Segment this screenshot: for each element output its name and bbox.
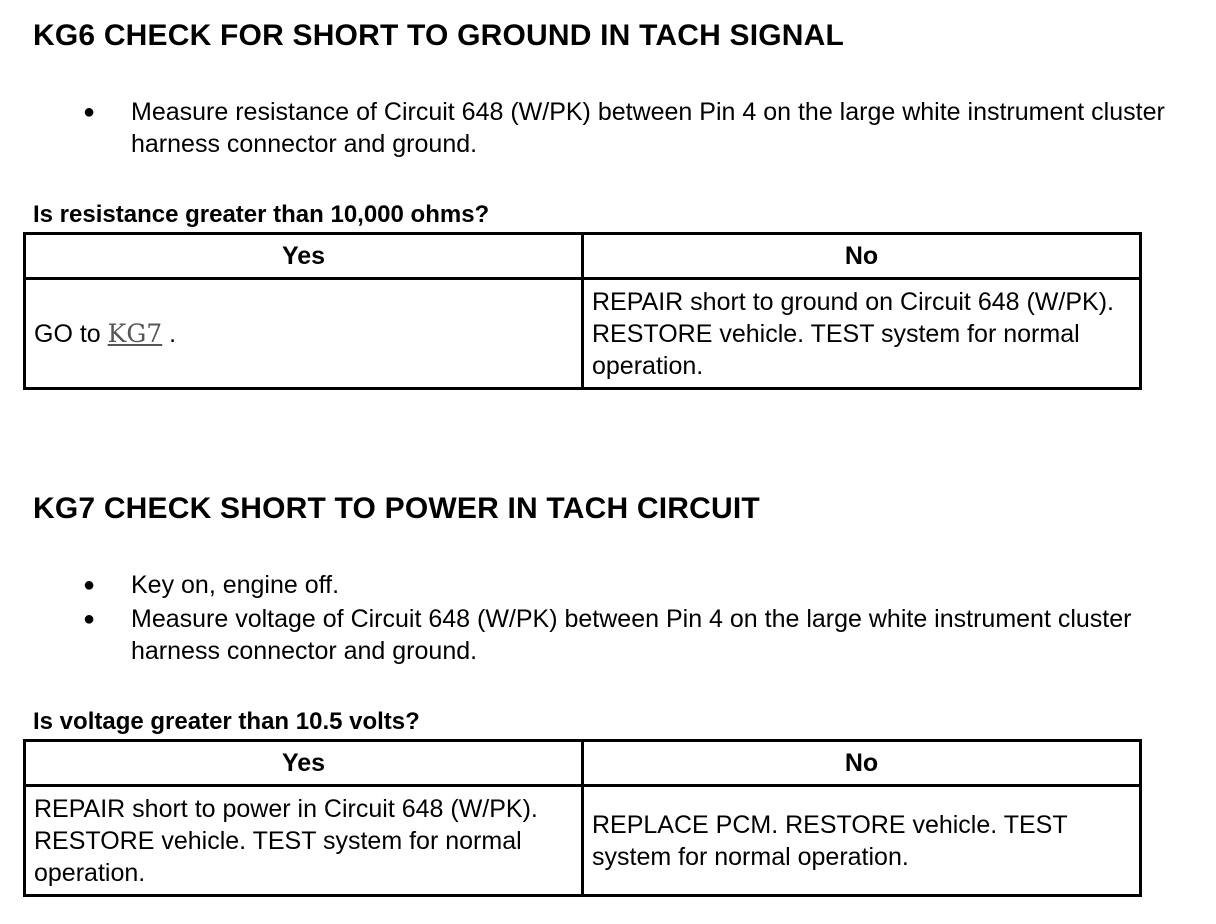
kg7-yes-cell: REPAIR short to power in Circuit 648 (W/PK). RESTORE vehicle. TEST system for normal operation. [25, 786, 583, 896]
kg7-table-row [25, 786, 1141, 896]
kg6-bullet-text: Measure resistance of Circuit 648 (W/PK) between Pin 4 on the large white instrument cluster harness connector and ground. [131, 98, 1165, 158]
kg6-bullet-list [80, 96, 1191, 160]
kg6-heading: KG6 CHECK FOR SHORT TO GROUND IN TACH SIGNAL [33, 19, 845, 52]
kg7-bullet-item [80, 603, 1191, 667]
kg7-decision-table [23, 739, 1142, 897]
kg7-heading: KG7 CHECK SHORT TO POWER IN TACH CIRCUIT [33, 492, 760, 525]
kg6-question: Is resistance greater than 10,000 ohms? [33, 201, 490, 228]
kg7-question: Is voltage greater than 10.5 volts? [33, 708, 420, 735]
kg7-yes-header: Yes [25, 741, 583, 786]
kg6-no-cell: REPAIR short to ground on Circuit 648 (W/PK). RESTORE vehicle. TEST system for normal operation. [583, 279, 1141, 389]
kg7-no-header: No [583, 741, 1141, 786]
kg7-bullet-item [80, 569, 1191, 601]
bullet-dot-icon: ● [83, 101, 96, 123]
kg7-bullet-text: Measure voltage of Circuit 648 (W/PK) between Pin 4 on the large white instrument cluster harness connector and ground. [131, 605, 1132, 665]
kg6-table-row [25, 279, 1141, 389]
kg7-bullet-text: Key on, engine off. [131, 571, 340, 599]
kg6-table-header-row [25, 234, 1141, 279]
kg7-no-cell: REPLACE PCM. RESTORE vehicle. TEST system for normal operation. [583, 786, 1141, 896]
kg7-table-header-row [25, 741, 1141, 786]
kg6-no-header: No [583, 234, 1141, 279]
kg6-decision-table [23, 232, 1142, 390]
kg6-yes-prefix: GO to [34, 319, 108, 348]
kg6-yes-header: Yes [25, 234, 583, 279]
bullet-dot-icon: ● [83, 608, 96, 630]
goto-kg7-link[interactable]: KG7 [107, 318, 163, 348]
kg7-bullet-list [80, 569, 1191, 667]
kg6-bullet-item [80, 96, 1191, 160]
bullet-dot-icon: ● [83, 574, 96, 596]
kg6-yes-cell [25, 279, 583, 389]
kg6-yes-suffix: . [162, 319, 177, 348]
